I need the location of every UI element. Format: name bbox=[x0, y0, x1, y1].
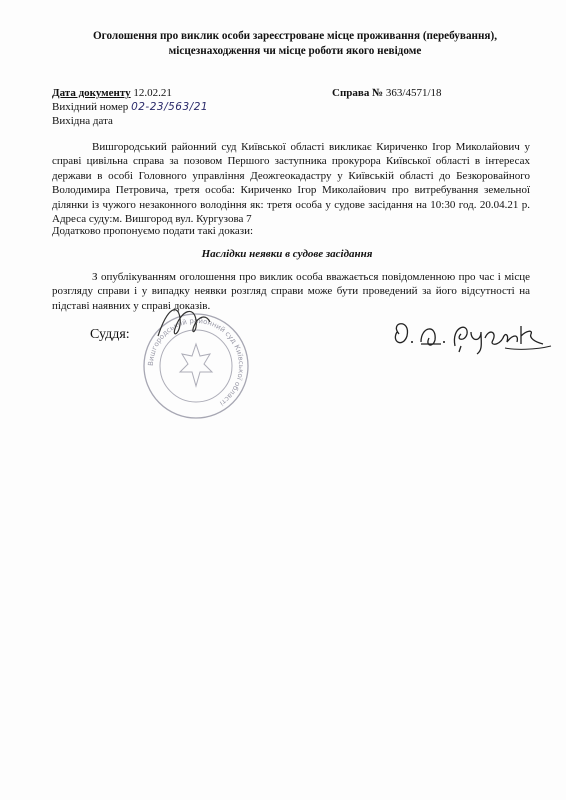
case-number-row bbox=[332, 86, 442, 100]
outgoing-date-label: Вихідна дата bbox=[52, 115, 113, 127]
doc-date-row bbox=[52, 86, 172, 100]
outgoing-number-label: Вихідний номер bbox=[52, 101, 129, 113]
document-title bbox=[60, 29, 530, 59]
case-value: 363/4571/18 bbox=[385, 87, 442, 99]
case-label: Справа № bbox=[332, 87, 384, 99]
outgoing-number-row bbox=[52, 100, 208, 114]
pen-scribble bbox=[150, 296, 220, 356]
title-line-1: Оголошення про виклик особи зареєстроване місце проживання (перебування), bbox=[92, 30, 498, 42]
outgoing-number-value: 02-23/563/21 bbox=[131, 101, 209, 113]
outgoing-date-row bbox=[52, 114, 113, 128]
judge-label: Суддя: bbox=[90, 327, 130, 342]
additional-evidence-text: Додатково пропонуємо подати такі докази: bbox=[52, 225, 254, 237]
consequences-text: З опублікуванням оголошення про виклик особа вважається повідомленною про час і місце розгляду справи і у випадку неявки розгляд справи може бути проведений за його відсутності на підставі наявних у справі доказів. bbox=[52, 271, 530, 312]
consequences-heading: Наслідки неявки в судове засідання bbox=[201, 248, 373, 260]
judge-signature bbox=[385, 312, 555, 356]
svg-text:Вишгородський районний суд Киї: Вишгородський районний суд Київської області bbox=[146, 316, 246, 408]
title-line-2: місцезнаходження чи місце роботи якого невідоме bbox=[168, 45, 422, 57]
doc-date-value: 12.02.21 bbox=[133, 87, 172, 99]
doc-date-label: Дата документу bbox=[52, 87, 131, 99]
summons-body: Вишгородський районний суд Київської області викликає Кириченко Ігор Миколайович у справі цивільна справа за позовом Першого заступника прокурора Київської області в інтересах держави в особі Головного управління Деожгеокадастру у Київській області до Безкоровайного Володимира Петровича, третя особа: Кириченко Ігор Миколайович про витребування земельної ділянки із чужого незаконного володіння як: третя особа у судове засідання на 10:30 год. 20.04.21 р. Адреса суду:м. Вишгород вул. Кургузова 7 bbox=[52, 141, 530, 226]
